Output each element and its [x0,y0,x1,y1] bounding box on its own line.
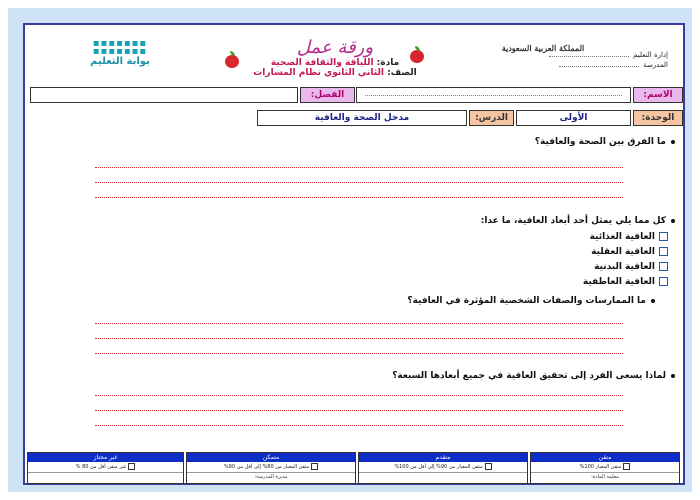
answer-line[interactable] [95,182,623,183]
class-field[interactable] [30,87,298,103]
option-label: العافية الغذائية [589,232,655,242]
question-text: ما الفرق بين الصحة والعافية؟ [534,137,666,147]
page-frame [8,8,692,492]
option[interactable] [590,232,668,242]
rubric-sig-blank [359,473,527,482]
rubric-criterion[interactable] [359,462,527,473]
rubric-col [358,452,528,484]
checkbox[interactable] [311,463,318,470]
teacher-signature: معلمة المادة: [591,474,619,480]
school-label: المدرسة [643,61,668,69]
page-title: ورقة عمل [296,37,374,58]
answer-line[interactable] [95,395,623,396]
rubric-head: غير مجتاز [28,453,183,462]
answer-line[interactable] [95,353,623,354]
rubric-col [27,452,184,484]
answer-line[interactable] [95,425,623,426]
rubric-criterion[interactable] [187,462,355,473]
question-3 [407,296,655,306]
answer-line[interactable] [95,167,623,168]
question-2 [481,216,675,226]
admin-label: إدارة التعليم [633,51,668,59]
rubric-head: متقدم [359,453,527,462]
checkbox[interactable] [659,262,668,271]
subject-label: مادة: [376,58,400,68]
criterion-label: متقن المعيار 100% [579,464,622,470]
name-label: الاسم: [633,87,683,103]
question-text: ما الممارسات والصفات الشخصية المؤثرة في العافية؟ [407,296,646,306]
answer-line[interactable] [95,410,623,411]
question-1 [535,137,675,147]
subject-value: اللياقة والثقافة الصحية [270,58,374,68]
checkbox[interactable] [659,247,668,256]
option-label: العافية العاطفية [582,277,655,287]
unit-label: الوحدة: [633,110,683,126]
portal-logo [80,40,160,67]
worksheet [23,23,685,485]
question-4 [392,371,675,381]
criterion-label: متقن المعيار من 80% إلى أقل من 90% [223,464,310,470]
rubric-criterion[interactable] [531,462,679,473]
name-field[interactable] [356,87,631,103]
answer-line[interactable] [95,197,623,198]
logo-name: بوابة التعليم [90,56,150,67]
checkbox[interactable] [659,277,668,286]
option[interactable] [583,277,668,287]
option-label: العافية البدنية [594,262,655,272]
logo-mark-icon: ▪▪▪▪▪▪▪ ▪▪▪▪▪▪▪ [92,38,148,57]
rubric-col [530,452,680,484]
question-text: لماذا يسعى الفرد إلى تحقيق العافية في جميع أبعادها السبعة؟ [392,371,666,381]
grade-value: الثاني الثانوي نظام المسارات [253,68,384,78]
rubric-head: متمكن [187,453,355,462]
bullet-icon [651,299,655,303]
criterion-label: غير متقن أقل من 80 % [75,464,127,470]
apple-icon [225,55,239,68]
checkbox[interactable] [128,463,135,470]
bullet-icon [671,374,675,378]
answer-line[interactable] [95,323,623,324]
bullet-icon [671,140,675,144]
emblem-text: المملكة العربية السعودية [501,43,585,53]
unit-value: الأولى [516,110,631,126]
checkbox[interactable] [485,463,492,470]
checkbox[interactable] [659,232,668,241]
option[interactable] [594,262,668,272]
bullet-icon [671,219,675,223]
criterion-label: متقن المعيار من 90% إلى أقل من 100% [394,464,483,470]
header [25,25,683,85]
grade-line [215,68,455,78]
grade-label: الصف: [387,68,417,78]
lesson-label: الدرس: [469,110,514,126]
apple-icon [410,50,424,63]
option-label: العافية العقلية [591,247,655,257]
answer-line[interactable] [95,338,623,339]
rubric-col [186,452,356,484]
rubric-sig-blank [28,473,183,482]
option[interactable] [591,247,668,257]
school-meta [549,50,668,70]
question-text: كل مما يلي يمثل أحد أبعاد العافية، ما عدا: [480,216,666,226]
rubric-head: متقن [531,453,679,462]
principal-signature: مديرة المدرسة: [254,474,288,480]
rubric-criterion[interactable] [28,462,183,473]
checkbox[interactable] [623,463,630,470]
lesson-value: مدخل الصحة والعافية [257,110,467,126]
class-label: الفصل: [300,87,355,103]
